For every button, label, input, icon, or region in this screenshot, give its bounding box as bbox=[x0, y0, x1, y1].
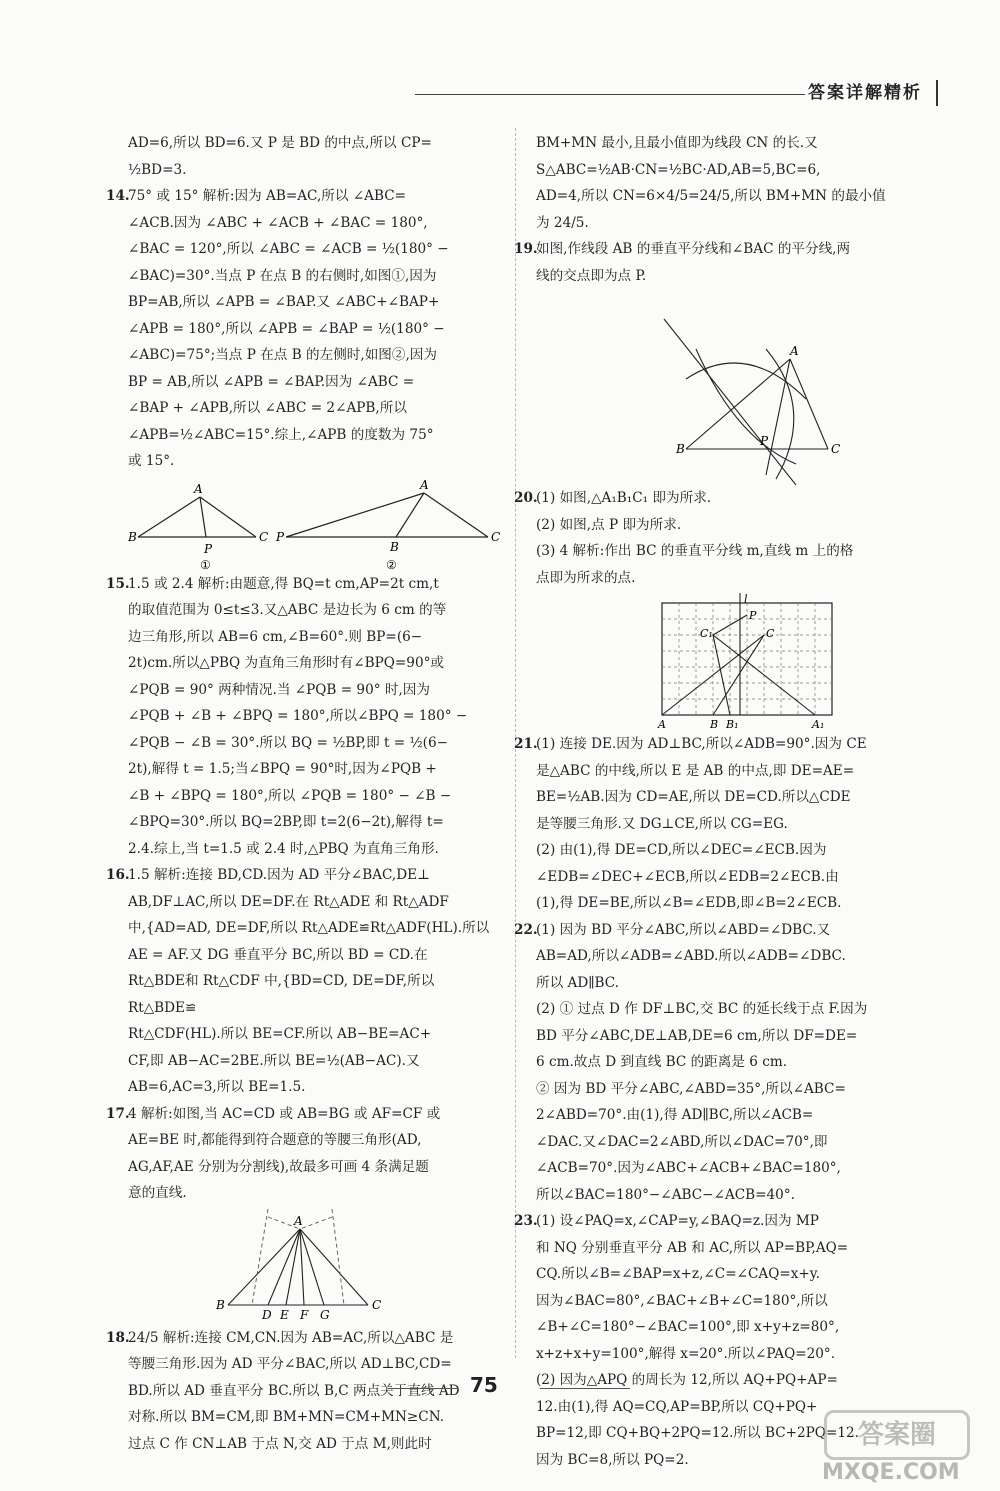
fig2-label-p: P bbox=[276, 529, 285, 544]
q18-line: 过点 C 作 CN⊥AB 于点 N,交 AD 于点 M,则此时 bbox=[128, 1435, 432, 1452]
q23-line: (2) 因为△APQ 的周长为 12,所以 AQ+PQ+AP= bbox=[536, 1372, 838, 1388]
question-17 bbox=[106, 1101, 503, 1325]
q22-line: 所以 AD∥BC. bbox=[536, 974, 619, 991]
q19-figure bbox=[536, 289, 936, 485]
q15-line: 2t)cm.所以△PBQ 为直角三角形时有∠BPQ=90°或 bbox=[128, 655, 444, 671]
q22-line: BD 平分∠ABC,DE⊥AB,DE=6 cm,所以 DF=DE= bbox=[536, 1027, 858, 1044]
fig1-label-b: B bbox=[128, 529, 137, 544]
header-title: 答案详解精析 bbox=[808, 83, 922, 103]
q20-label-a: A bbox=[658, 718, 666, 731]
q18-cont-line: S△ABC=½AB·CN=½BC·AD,AB=5,BC=6, bbox=[536, 161, 821, 178]
q15-line: 的取值范围为 0≤t≤3.又△ABC 是边长为 6 cm 的等 bbox=[128, 602, 447, 618]
q14-line: 或 15°. bbox=[128, 453, 175, 469]
q14-line: 75° 或 15° 解析:因为 AB=AC,所以 ∠ABC= bbox=[128, 188, 407, 204]
q21-line: (1),得 DE=BE,所以∠B=∠EDB,即∠B=2∠ECB. bbox=[536, 895, 842, 911]
q22-line: (1) 因为 BD 平分∠ABC,所以∠ABD=∠DBC.又 bbox=[536, 921, 831, 938]
q17-label-g: G bbox=[320, 1307, 330, 1322]
q18-line: BD.所以 AD 垂直平分 BC.所以 B,C 两点关于直线 AD bbox=[128, 1382, 460, 1399]
q15-line: ∠BPQ=30°.所以 BQ=2BP,即 t=2(6−2t),解得 t= bbox=[128, 814, 444, 830]
triangle-figure-2 bbox=[286, 493, 488, 537]
watermark-url: MXQE.COM bbox=[822, 1460, 960, 1485]
q18-line: 24/5 解析:连接 CM,CN.因为 AB=AC,所以△ABC 是 bbox=[128, 1329, 454, 1346]
q21-line: ∠EDB=∠DEC+∠ECB,所以∠EDB=2∠ECB.由 bbox=[536, 868, 839, 885]
right-column bbox=[514, 130, 946, 1473]
q19-label-b: B bbox=[676, 442, 685, 456]
page-number: 75 bbox=[470, 1373, 498, 1397]
q17-figure bbox=[128, 1207, 508, 1325]
q19-label-p: P bbox=[760, 434, 769, 448]
q20-label-p: P bbox=[749, 609, 757, 622]
q17-label-b: B bbox=[216, 1297, 225, 1312]
fig2-caption: ② bbox=[386, 557, 397, 571]
q15-line: 1.5 或 2.4 解析:由题意,得 BQ=t cm,AP=2t cm,t bbox=[128, 575, 439, 592]
q16-line: AB,DF⊥AC,所以 DE=DF.在 Rt△ADE 和 Rt△ADF bbox=[128, 893, 449, 910]
q19-label-a: A bbox=[790, 344, 799, 358]
q23-line: 因为∠BAC=80°,∠BAC+∠B+∠C=180°,所以 bbox=[536, 1292, 828, 1309]
q23-line: 12.由(1),得 AQ=CQ,AP=BP,所以 CQ+PQ+ bbox=[536, 1398, 818, 1415]
q16-line: 1.5 解析:连接 BD,CD.因为 AD 平分∠BAC,DE⊥ bbox=[128, 867, 430, 883]
q14-line: ∠APB = 180°,所以 ∠APB = ∠BAP = ½(180° − bbox=[128, 320, 445, 337]
q14-line: ∠APB=½∠ABC=15°.综上,∠APB 的度数为 75° bbox=[128, 426, 434, 443]
q20-line: (3) 4 解析:作出 BC 的垂直平分线 m,直线 m 上的格 bbox=[536, 543, 854, 559]
question-21 bbox=[514, 731, 946, 917]
q17-number: 17. bbox=[106, 1105, 130, 1122]
fig2-label-a: A bbox=[420, 477, 429, 492]
question-18-continued bbox=[536, 130, 946, 236]
q17-label-c: C bbox=[372, 1297, 382, 1312]
q19-label-c: C bbox=[831, 442, 841, 456]
q18-number: 18. bbox=[106, 1329, 130, 1346]
q20-label-c1: C₁ bbox=[700, 627, 713, 640]
q20-line: (1) 如图,△A₁B₁C₁ 即为所求. bbox=[536, 490, 712, 506]
q20-grid-figure bbox=[536, 591, 936, 731]
q17-lines bbox=[228, 1229, 368, 1305]
q23-line: ∠B+∠C=180°−∠BAC=100°,即 x+y+z=80°, bbox=[536, 1319, 840, 1335]
q18-line: 对称.所以 BM=CM,即 BM+MN=CM+MN≥CN. bbox=[128, 1409, 445, 1425]
q14-line: ∠ACB.因为 ∠ABC + ∠ACB + ∠BAC = 180°, bbox=[128, 214, 428, 231]
fig1-label-p: P bbox=[204, 541, 213, 556]
fig2-label-c: C bbox=[491, 529, 501, 544]
q16-line: AE = AF.又 DG 垂直平分 BC,所以 BD = CD.在 bbox=[128, 946, 428, 963]
q15-number: 15. bbox=[106, 575, 130, 592]
q14-line: ∠BAC)=30°.当点 P 在点 B 的右侧时,如图①,因为 bbox=[128, 267, 437, 284]
q16-number: 16. bbox=[106, 867, 130, 883]
q17-line: AG,AF,AE 分别为分割线),故最多可画 4 条满足题 bbox=[128, 1158, 429, 1175]
q16-line: 中,{AD=AD, DE=DF,所以 Rt△ADE≌Rt△ADF(HL).所以 bbox=[128, 920, 490, 936]
q16-line: Rt△CDF(HL).所以 BE=CF.所以 AB−BE=AC+ bbox=[128, 1026, 432, 1042]
q18-cont-line: AD=4,所以 CN=6×4/5=24/5,所以 BM+MN 的最小值 bbox=[536, 188, 886, 204]
fig1-label-a: A bbox=[194, 481, 203, 496]
q19-number: 19. bbox=[514, 241, 538, 257]
q23-line: x+z+x+y=100°,解得 x=20°.所以∠PAQ=20°. bbox=[536, 1345, 836, 1362]
q21-line: (1) 连接 DE.因为 AD⊥BC,所以∠ADB=90°.因为 CE bbox=[536, 736, 867, 752]
q18-line: 等腰三角形.因为 AD 平分∠BAC,所以 AD⊥BC,CD= bbox=[128, 1356, 452, 1372]
question-14 bbox=[106, 183, 503, 571]
q20-label-l: l bbox=[744, 593, 748, 606]
q21-line: BE=½AB.因为 CD=AE,所以 DE=CD.所以△CDE bbox=[536, 789, 851, 805]
q22-line: 所以∠BAC=180°−∠ABC−∠ACB=40°. bbox=[536, 1186, 795, 1203]
q13-line-2: ½BD=3. bbox=[128, 161, 187, 178]
question-20 bbox=[514, 485, 946, 731]
q20-shapes bbox=[662, 593, 815, 715]
q15-line: ∠PQB + ∠B + ∠BPQ = 180°,所以∠BPQ = 180° − bbox=[128, 708, 468, 724]
q20-label-c: C bbox=[766, 627, 775, 640]
q20-label-a1: A₁ bbox=[812, 718, 825, 731]
q23-line: 因为 BC=8,所以 PQ=2. bbox=[536, 1451, 689, 1468]
question-19 bbox=[514, 236, 946, 485]
q18-cont-line: BM+MN 最小,且最小值即为线段 CN 的长.又 bbox=[536, 135, 818, 151]
q14-line: BP = AB,所以 ∠APB = ∠BAP.因为 ∠ABC = bbox=[128, 373, 415, 390]
grid-lines bbox=[662, 603, 832, 715]
header-rule bbox=[415, 94, 805, 95]
q16-line: Rt△BDE和 Rt△CDF 中,{BD=CD, DE=DF,所以 Rt△BDE≌ bbox=[128, 973, 435, 1016]
q19-lines bbox=[664, 319, 828, 485]
q15-line: 2.4.综上,当 t=1.5 或 2.4 时,△PBQ 为直角三角形. bbox=[128, 840, 439, 857]
q17-label-e: E bbox=[280, 1307, 289, 1322]
question-22 bbox=[514, 917, 946, 1209]
q14-number: 14. bbox=[106, 188, 130, 204]
q13-line-1: AD=6,所以 BD=6.又 P 是 BD 的中点,所以 CP= bbox=[128, 135, 432, 151]
q17-line: 4 解析:如图,当 AC=CD 或 AB=BG 或 AF=CF 或 bbox=[128, 1105, 441, 1122]
q17-line: AE=BE 时,都能得到符合题意的等腰三角形(AD, bbox=[128, 1132, 422, 1148]
page-number-rule-right bbox=[540, 1388, 630, 1389]
q15-line: 边三角形,所以 AB=6 cm,∠B=60°.则 BP=(6− bbox=[128, 628, 423, 645]
q15-line: 2t),解得 t = 1.5;当∠BPQ = 90°时,因为∠PQB + bbox=[128, 761, 437, 777]
q22-line: 2∠ABD=70°.由(1),得 AD∥BC,所以∠ACB= bbox=[536, 1107, 814, 1123]
q20-line: 点即为所求的点. bbox=[536, 569, 636, 586]
q21-number: 21. bbox=[514, 736, 538, 752]
q14-figure bbox=[128, 475, 508, 571]
q15-line: ∠PQB − ∠B = 30°.所以 BQ = ½BP,即 t = ½(6− bbox=[128, 734, 449, 751]
q15-line: ∠PQB = 90° 两种情况.当 ∠PQB = 90° 时,因为 bbox=[128, 681, 430, 698]
q23-line: 和 NQ 分别垂直平分 AB 和 AC,所以 AP=BP,AQ= bbox=[536, 1239, 849, 1256]
q22-line: ∠DAC.又∠DAC=2∠ABD,所以∠DAC=70°,即 bbox=[536, 1133, 828, 1150]
q19-line: 线的交点即为点 P. bbox=[536, 267, 647, 284]
q23-line: (1) 设∠PAQ=x,∠CAP=y,∠BAQ=z.因为 MP bbox=[536, 1213, 819, 1229]
q22-number: 22. bbox=[514, 921, 538, 938]
q15-line: ∠B + ∠BPQ = 180°,所以 ∠PQB = 180° − ∠B − bbox=[128, 787, 452, 804]
watermark-stamp: 答案圈 bbox=[824, 1410, 970, 1460]
fig1-caption: ① bbox=[200, 557, 211, 571]
page-number-rule-left bbox=[388, 1388, 458, 1389]
triangle-figure-1 bbox=[138, 497, 256, 537]
q20-label-b1: B₁ bbox=[726, 718, 739, 731]
fig2-label-b: B bbox=[390, 539, 399, 554]
q22-line: ∠ACB=70°.因为∠ABC+∠ACB+∠BAC=180°, bbox=[536, 1160, 841, 1176]
q17-label-a: A bbox=[294, 1213, 303, 1228]
q22-line: 6 cm.故点 D 到直线 BC 的距离是 6 cm. bbox=[536, 1054, 788, 1070]
q14-line: ∠BAC = 120°,所以 ∠ABC = ∠ACB = ½(180° − bbox=[128, 241, 449, 257]
q20-label-b: B bbox=[710, 718, 719, 731]
q22-line: ② 因为 BD 平分∠ABC,∠ABD=35°,所以∠ABC= bbox=[536, 1080, 846, 1097]
q21-line: 是△ABC 的中线,所以 E 是 AB 的中点,即 DE=AE= bbox=[536, 762, 855, 779]
left-column bbox=[106, 130, 503, 1457]
q14-line: ∠BAP + ∠APB,所以 ∠ABC = 2∠APB,所以 bbox=[128, 400, 407, 416]
q23-line: BP=12,即 CQ+BQ+2PQ=12.所以 BC+2PQ=12. bbox=[536, 1425, 859, 1441]
q17-label-d: D bbox=[262, 1307, 272, 1322]
q21-line: 是等腰三角形.又 DG⊥CE,所以 CG=EG. bbox=[536, 815, 788, 832]
question-18 bbox=[106, 1325, 503, 1458]
q19-line: 如图,作线段 AB 的垂直平分线和∠BAC 的平分线,两 bbox=[536, 241, 851, 257]
fig1-label-c: C bbox=[259, 529, 269, 544]
q22-line: (2) ① 过点 D 作 DF⊥BC,交 BC 的延长线于点 F.因为 bbox=[536, 1001, 868, 1017]
question-16 bbox=[106, 862, 503, 1101]
q14-line: BP=AB,所以 ∠APB = ∠BAP.又 ∠ABC+∠BAP+ bbox=[128, 294, 440, 310]
q20-line: (2) 如图,点 P 即为所求. bbox=[536, 516, 682, 533]
q22-line: AB=AD,所以∠ADB=∠ABD.所以∠ADB=∠DBC. bbox=[536, 948, 846, 964]
q18-cont-line: 为 24/5. bbox=[536, 214, 589, 231]
q23-line: CQ.所以∠B=∠BAP=x+z,∠C=∠CAQ=x+y. bbox=[536, 1266, 820, 1282]
q20-number: 20. bbox=[514, 490, 538, 506]
q16-line: CF,即 AB−AC=2BE.所以 BE=½(AB−AC).又 bbox=[128, 1052, 420, 1069]
q23-number: 23. bbox=[514, 1213, 538, 1229]
q16-line: AB=6,AC=3,所以 BE=1.5. bbox=[128, 1079, 306, 1095]
q21-line: (2) 由(1),得 DE=CD,所以∠DEC=∠ECB.因为 bbox=[536, 842, 827, 858]
question-15 bbox=[106, 571, 503, 863]
header-bar bbox=[936, 80, 938, 106]
q17-line: 意的直线. bbox=[128, 1185, 187, 1201]
q17-label-f: F bbox=[300, 1307, 309, 1322]
q14-line: ∠ABC)=75°;当点 P 在点 B 的左侧时,如图②,因为 bbox=[128, 347, 437, 363]
